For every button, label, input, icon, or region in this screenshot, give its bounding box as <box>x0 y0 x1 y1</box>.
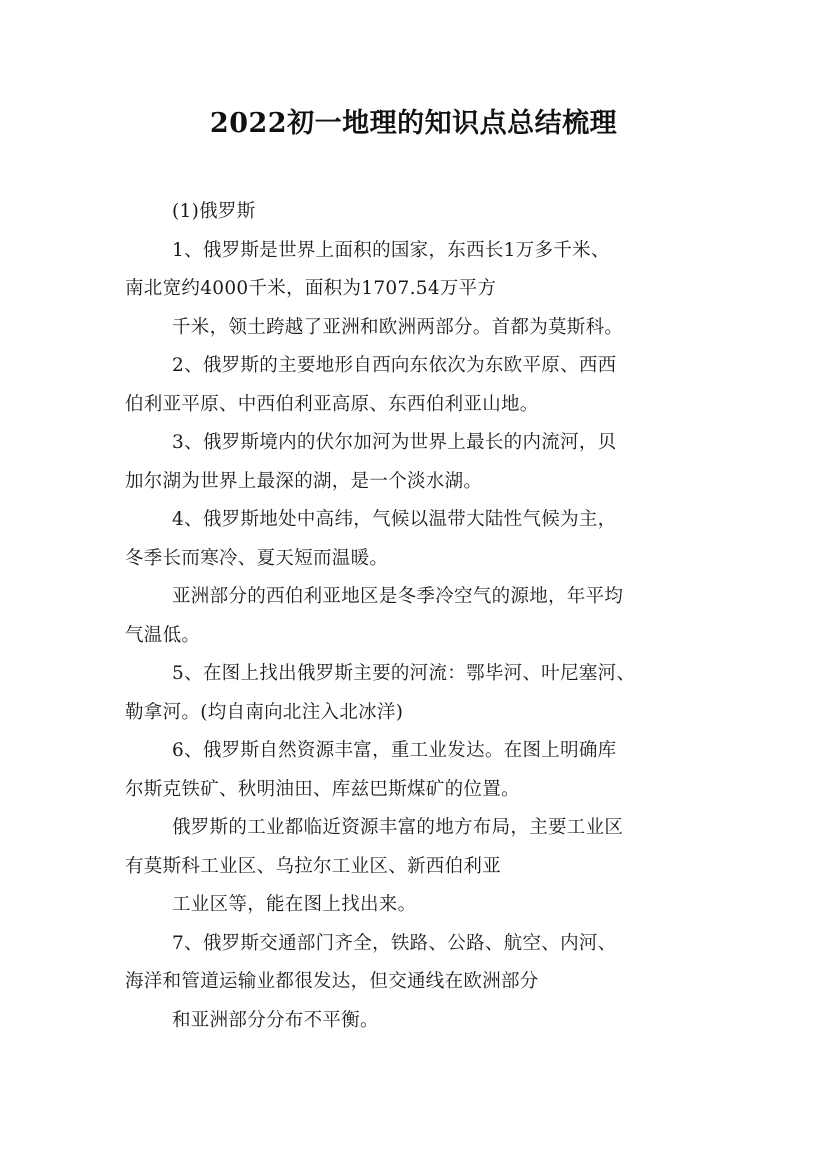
paragraph-line: 伯利亚平原、中西伯利亚高原、东西伯利亚山地。 <box>125 394 539 415</box>
section-heading: (1)俄罗斯 <box>172 201 256 222</box>
document-title: 2022初一地理的知识点总结梳理 <box>209 108 618 139</box>
paragraph-line: 亚洲部分的西伯利亚地区是冬季冷空气的源地，年平均 <box>172 586 624 607</box>
paragraph-line: 6、俄罗斯自然资源丰富，重工业发达。在图上明确库 <box>172 740 617 761</box>
paragraph-line: 加尔湖为世界上最深的湖，是一个淡水湖。 <box>125 471 483 492</box>
paragraph-line: 勒拿河。(均自南向北注入北冰洋) <box>125 702 404 723</box>
paragraph-line: 尔斯克铁矿、秋明油田、库兹巴斯煤矿的位置。 <box>125 779 520 800</box>
paragraph-line: 和亚洲部分分布不平衡。 <box>172 1010 379 1031</box>
paragraph-line: 俄罗斯的工业都临近资源丰富的地方布局，主要工业区 <box>172 817 624 838</box>
paragraph-line: 海洋和管道运输业都很发达，但交通线在欧洲部分 <box>125 971 539 992</box>
paragraph-line: 千米，领土跨越了亚洲和欧洲两部分。首都为莫斯科。 <box>172 317 624 338</box>
paragraph-line: 1、俄罗斯是世界上面积的国家，东西长1万多千米、 <box>172 240 610 261</box>
paragraph-line: 3、俄罗斯境内的伏尔加河为世界上最长的内流河，贝 <box>172 432 617 453</box>
paragraph-line: 有莫斯科工业区、乌拉尔工业区、新西伯利亚 <box>125 856 502 877</box>
paragraph-line: 5、在图上找出俄罗斯主要的河流：鄂毕河、叶尼塞河、 <box>172 663 636 684</box>
paragraph-line: 4、俄罗斯地处中高纬，气候以温带大陆性气候为主， <box>172 509 617 530</box>
paragraph-line: 7、俄罗斯交通部门齐全，铁路、公路、航空、内河、 <box>172 933 617 954</box>
paragraph-line: 工业区等，能在图上找出来。 <box>172 894 417 915</box>
paragraph-line: 冬季长而寒冷、夏天短而温暖。 <box>125 548 389 569</box>
paragraph-line: 南北宽约4000千米，面积为1707.54万平方 <box>125 278 497 299</box>
paragraph-line: 2、俄罗斯的主要地形自西向东依次为东欧平原、西西 <box>172 355 617 376</box>
paragraph-line: 气温低。 <box>125 625 201 646</box>
